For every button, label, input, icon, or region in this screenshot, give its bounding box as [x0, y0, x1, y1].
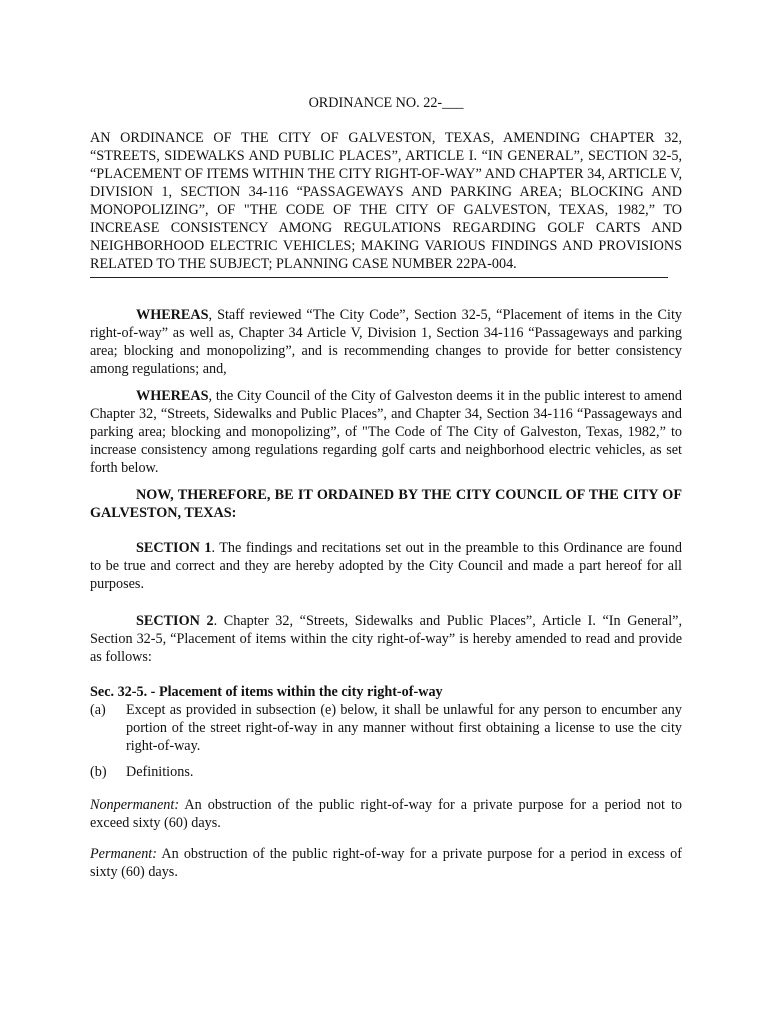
- document-page: [90, 94, 682, 881]
- definition-nonpermanent: [90, 796, 682, 832]
- list-marker-b: (b): [90, 764, 107, 780]
- definition-permanent: [90, 845, 682, 881]
- list-item-b: [90, 763, 682, 781]
- definition-term-permanent: Permanent:: [90, 846, 157, 862]
- caption-divider: [90, 277, 668, 278]
- ordain-clause: NOW, THEREFORE, BE IT ORDAINED BY THE CITY COUNCIL OF THE CITY OF GALVESTON, TEXAS:: [90, 487, 682, 521]
- list-marker-a: (a): [90, 702, 106, 718]
- section-1-text: . The findings and recitations set out in the preamble to this Ordinance are found to be true and correct and they are hereby adopted by the City Council and made a part hereof for all purposes.: [90, 540, 682, 592]
- definition-term-nonpermanent: Nonpermanent:: [90, 797, 180, 813]
- section-2-text: . Chapter 32, “Streets, Sidewalks and Public Places”, Article I. “In General”, Section 32-5, “Placement of items within the city right-of-way” is hereby amended to read and provide as follows:: [90, 613, 682, 665]
- definition-text-nonpermanent: An obstruction of the public right-of-way for a private purpose for a period not to exceed sixty (60) days.: [90, 797, 682, 831]
- definition-text-permanent: An obstruction of the public right-of-way for a private purpose for a period in excess of sixty (60) days.: [90, 846, 682, 880]
- list-text-a: Except as provided in subsection (e) below, it shall be unlawful for any person to encumber any portion of the street right-of-way in any manner without first obtaining a license to use the city right-of-way.: [126, 702, 682, 754]
- whereas-paragraph-1: [90, 306, 682, 378]
- section-heading: Sec. 32-5. - Placement of items within the city right-of-way: [90, 684, 443, 700]
- section-1-lead: SECTION 1: [136, 540, 212, 556]
- whereas-lead-2: WHEREAS: [136, 388, 209, 404]
- whereas-lead-1: WHEREAS: [136, 307, 209, 323]
- ordinance-title: ORDINANCE NO. 22-___: [308, 95, 464, 111]
- whereas-paragraph-2: [90, 387, 682, 477]
- section-2-lead: SECTION 2: [136, 613, 214, 629]
- whereas-text-1: , Staff reviewed “The City Code”, Section 32-5, “Placement of items in the City right-of-way” as well as, Chapter 34 Article V, Division 1, Section 34-116 “Passageways and parking area; blocking and monopolizing”, and is recommending changes to provide for better consistency among regulations; and,: [90, 307, 682, 377]
- list-item-a: [90, 701, 682, 755]
- list-text-b: Definitions.: [126, 764, 194, 780]
- section-1-paragraph: [90, 539, 682, 593]
- ordinance-caption: AN ORDINANCE OF THE CITY OF GALVESTON, TEXAS, AMENDING CHAPTER 32, “STREETS, SIDEWALKS AND PUBLIC PLACES”, ARTICLE I. “IN GENERAL”, SECTION 32-5, “PLACEMENT OF ITEMS WITHIN THE CITY RIGHT-OF-WAY” AND CHAPTER 34, ARTICLE V, DIVISION 1, SECTION 34-116 “PASSAGEWAYS AND PARKING AREA; BLOCKING AND MONOPOLIZING”, OF "THE CODE OF THE CITY OF GALVESTON, TEXAS, 1982,” TO INCREASE CONSISTENCY AMONG REGULATIONS REGARDING GOLF CARTS AND NEIGHBORHOOD ELECTRIC VEHICLES; MAKING VARIOUS FINDINGS AND PROVISIONS RELATED TO THE SUBJECT; PLANNING CASE NUMBER 22PA-004.: [90, 130, 682, 272]
- whereas-text-2: , the City Council of the City of Galveston deems it in the public interest to amend Chapter 32, “Streets, Sidewalks and Public Places”, and Chapter 34, Section 34-116 “Passageways and parking area; blocking and monopolizing”, of "The Code of The City of Galveston, Texas, 1982,” to increase consistency among regulations regarding golf carts and neighborhood electric vehicles, as set forth below.: [90, 388, 682, 476]
- section-2-paragraph: [90, 612, 682, 666]
